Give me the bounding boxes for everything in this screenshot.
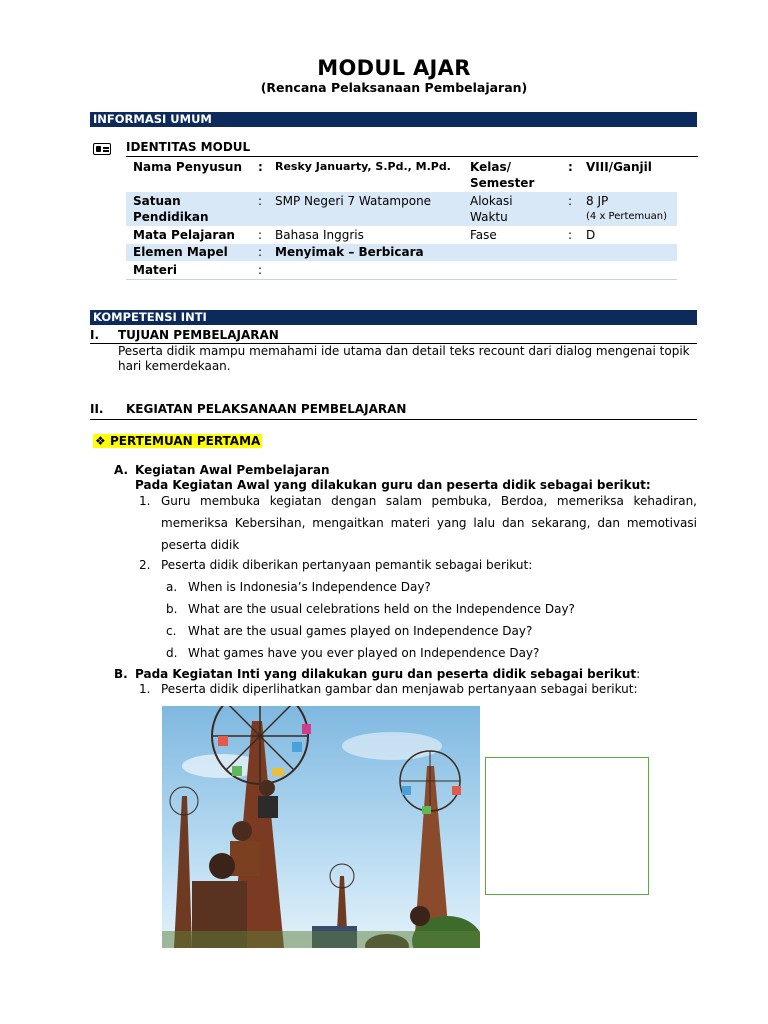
page-subtitle: (Rencana Pelaksanaan Pembelajaran)	[260, 80, 528, 95]
question-text: What are the usual celebrations held on the Independence Day?	[188, 602, 575, 616]
row-label: Satuan Pendidikan	[133, 194, 209, 224]
identitas-rule	[126, 156, 698, 157]
pertemuan-pertama-heading	[93, 434, 262, 448]
table-row	[126, 158, 677, 192]
row-label: Mata Pelajaran	[133, 228, 235, 242]
table-row	[126, 192, 677, 226]
list-number: 1.	[139, 494, 151, 508]
kegiatan-awal-intro: Pada Kegiatan Awal yang dilakukan guru dan peserta didik sebagai berikut:	[135, 478, 651, 492]
row-value2-note: (4 x Pertemuan)	[586, 211, 667, 222]
question-letter: b.	[166, 602, 178, 616]
question-text: What are the usual games played on Independence Day?	[188, 624, 533, 638]
identitas-modul-heading: IDENTITAS MODUL	[126, 140, 251, 154]
tujuan-heading: TUJUAN PEMBELAJARAN	[118, 328, 279, 342]
row-colon: :	[258, 245, 263, 259]
tujuan-text-line2: hari kemerdekaan.	[118, 359, 231, 373]
list-item: Peserta didik diperlihatkan gambar dan menjawab pertanyaan sebagai berikut:	[161, 682, 638, 696]
informasi-umum-bar: INFORMASI UMUM	[90, 112, 697, 127]
table-row	[126, 227, 677, 244]
list-item-line: memeriksa Kebersihan, mengaitkan materi yang lalu dan sekarang, dan memotivasi	[161, 516, 697, 530]
row-value2: VIII/Ganjil	[586, 160, 652, 174]
answer-box[interactable]	[485, 757, 649, 895]
list-item-line: peserta didik	[161, 538, 240, 552]
kompetensi-inti-bar: KOMPETENSI INTI	[90, 310, 697, 325]
list-number: 2.	[139, 558, 151, 572]
row-colon2: :	[568, 194, 573, 208]
kegiatan-inti-title-text: Pada Kegiatan Inti yang dilakukan guru dan peserta didik sebagai berikut	[135, 667, 637, 681]
illustration-svg	[162, 706, 480, 948]
section-numeral: II.	[90, 402, 104, 416]
row-label2: Kelas/ Semester	[470, 160, 535, 190]
row-colon2: :	[568, 160, 573, 174]
question-letter: d.	[166, 646, 178, 660]
panjat-pinang-illustration	[162, 706, 480, 948]
id-card-icon	[93, 143, 111, 155]
question-letter: a.	[166, 580, 178, 594]
diamond-bullet-icon: ❖	[95, 434, 106, 448]
section-rule	[90, 419, 697, 420]
row-label: Elemen Mapel	[133, 245, 228, 259]
row-colon: :	[258, 263, 263, 277]
row-value2: 8 JP	[586, 194, 609, 208]
table-row	[126, 262, 677, 280]
row-label2: Alokasi Waktu	[470, 194, 513, 224]
row-colon: :	[258, 160, 263, 174]
row-label2: Fase	[470, 228, 497, 242]
row-colon: :	[258, 228, 263, 242]
row-label: Materi	[133, 263, 177, 277]
row-value2: D	[586, 228, 596, 242]
list-number: 1.	[139, 682, 151, 696]
row-value: Resky Januarty, S.Pd., M.Pd.	[275, 160, 451, 173]
section-numeral: I.	[90, 328, 100, 342]
section-letter: A.	[114, 463, 129, 477]
row-label: Nama Penyusun	[133, 160, 242, 174]
question-text: What games have you ever played on Independence Day?	[188, 646, 540, 660]
kegiatan-heading: KEGIATAN PELAKSANAAN PEMBELAJARAN	[126, 402, 407, 416]
table-row	[126, 244, 677, 261]
tujuan-text-line1: Peserta didik mampu memahami ide utama dan detail teks recount dari dialog mengenai topik	[118, 344, 690, 358]
page-title: MODUL AJAR	[317, 56, 471, 80]
kegiatan-inti-colon: :	[636, 667, 641, 681]
row-colon2: :	[568, 228, 573, 242]
list-item: Peserta didik diberikan pertanyaan pemantik sebagai berikut:	[161, 558, 533, 572]
section-letter: B.	[114, 667, 128, 681]
row-value: Menyimak – Berbicara	[275, 245, 424, 259]
pertemuan-title: PERTEMUAN PERTAMA	[109, 434, 261, 448]
row-value: Bahasa Inggris	[275, 228, 364, 242]
question-text: When is Indonesia’s Independence Day?	[188, 580, 431, 594]
row-colon: :	[258, 194, 263, 208]
row-value: SMP Negeri 7 Watampone	[275, 194, 432, 208]
question-letter: c.	[166, 624, 177, 638]
list-item-line: Guru membuka kegiatan dengan salam pembuka, Berdoa, memeriksa kehadiran,	[161, 494, 697, 508]
kegiatan-awal-title: Kegiatan Awal Pembelajaran	[135, 463, 330, 477]
